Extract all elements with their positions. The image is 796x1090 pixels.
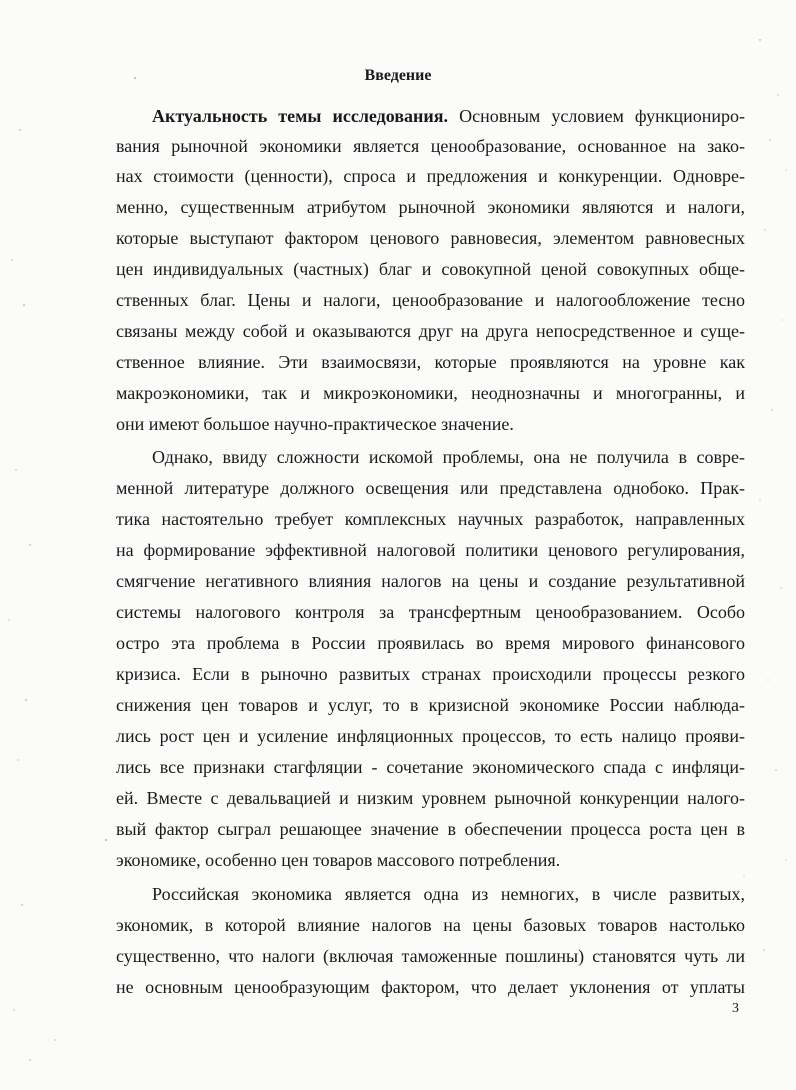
text-line-6: цен индивидуальных (частных) благ и совокупной ценой совокупных обще- bbox=[116, 259, 745, 279]
text-line-10: макроэкономики, так и микроэкономики, неоднозначны и многогранны, и bbox=[116, 383, 745, 403]
text-line-16: смягчение негативного влияния налогов на цены и создание результативной bbox=[116, 571, 745, 591]
bold-heading: Актуальность темы исследования. bbox=[152, 106, 449, 126]
page-number: 3 bbox=[732, 1001, 739, 1016]
text-line-20: снижения цен товаров и услуг, то в кризисной экономике России наблюда- bbox=[116, 695, 745, 715]
text-line-5: которые выступают фактором ценового равновесия, элементом равновесных bbox=[116, 228, 745, 248]
section-title: Введение bbox=[364, 67, 432, 84]
text-line-8: связаны между собой и оказываются друг на друга непосредственное и суще- bbox=[116, 321, 745, 341]
text-line-3: нах стоимости (ценности), спроса и предложения и конкуренции. Одновре- bbox=[116, 166, 745, 186]
text-line-11: они имеют большое научно-практическое значение. bbox=[116, 414, 514, 434]
text-line-4: менно, существенным атрибутом рыночной экономики являются и налоги, bbox=[116, 197, 745, 217]
text-line-23: ей. Вместе с девальвацией и низким уровнем рыночной конкуренции налого- bbox=[116, 788, 745, 808]
text-line-24: вый фактор сыграл решающее значение в обеспечении процесса роста цен в bbox=[116, 819, 745, 839]
text-line-19: кризиса. Если в рыночно развитых странах происходили процессы резкого bbox=[116, 664, 745, 684]
text-line-13: менной литературе должного освещения или представлена однобоко. Прак- bbox=[116, 478, 745, 498]
text-line-2: вания рыночной экономики является ценообразование, основанное на зако- bbox=[116, 136, 745, 156]
text-line-17: системы налогового контроля за трансфертным ценообразованием. Особо bbox=[116, 602, 745, 622]
text-line-7: ственных благ. Цены и налоги, ценообразование и налогообложение тесно bbox=[116, 290, 745, 310]
text-line-26: Российская экономика является одна из немногих, в числе развитых, bbox=[152, 884, 745, 904]
text-line-27: экономик, в которой влияние налогов на цены базовых товаров настолько bbox=[116, 915, 745, 935]
text-line-25: экономике, особенно цен товаров массового потребления. bbox=[116, 850, 561, 870]
text-line-29: не основным ценообразующим фактором, что делает уклонения от уплаты bbox=[116, 977, 745, 997]
text-line-15: на формирование эффективной налоговой политики ценового регулирования, bbox=[116, 540, 745, 560]
text-line-1: Актуальность темы исследования. Основным условием функциониро- bbox=[152, 106, 746, 126]
text-line-22: лись все признаки стагфляции - сочетание экономического спада с инфляци- bbox=[116, 757, 745, 777]
text-line-14: тика настоятельно требует комплексных научных разработок, направленных bbox=[116, 509, 745, 529]
text-line-28: существенно, что налоги (включая таможенные пошлины) становятся чуть ли bbox=[116, 946, 745, 966]
text-line-9: ственное влияние. Эти взаимосвязи, которые проявляются на уровне как bbox=[116, 352, 745, 372]
text-line-12: Однако, ввиду сложности искомой проблемы, она не получила в совре- bbox=[152, 447, 745, 467]
text-line-18: остро эта проблема в России проявилась во время мирового финансового bbox=[116, 633, 745, 653]
text-line-21: лись рост цен и усиление инфляционных процессов, то есть налицо прояви- bbox=[116, 726, 745, 746]
